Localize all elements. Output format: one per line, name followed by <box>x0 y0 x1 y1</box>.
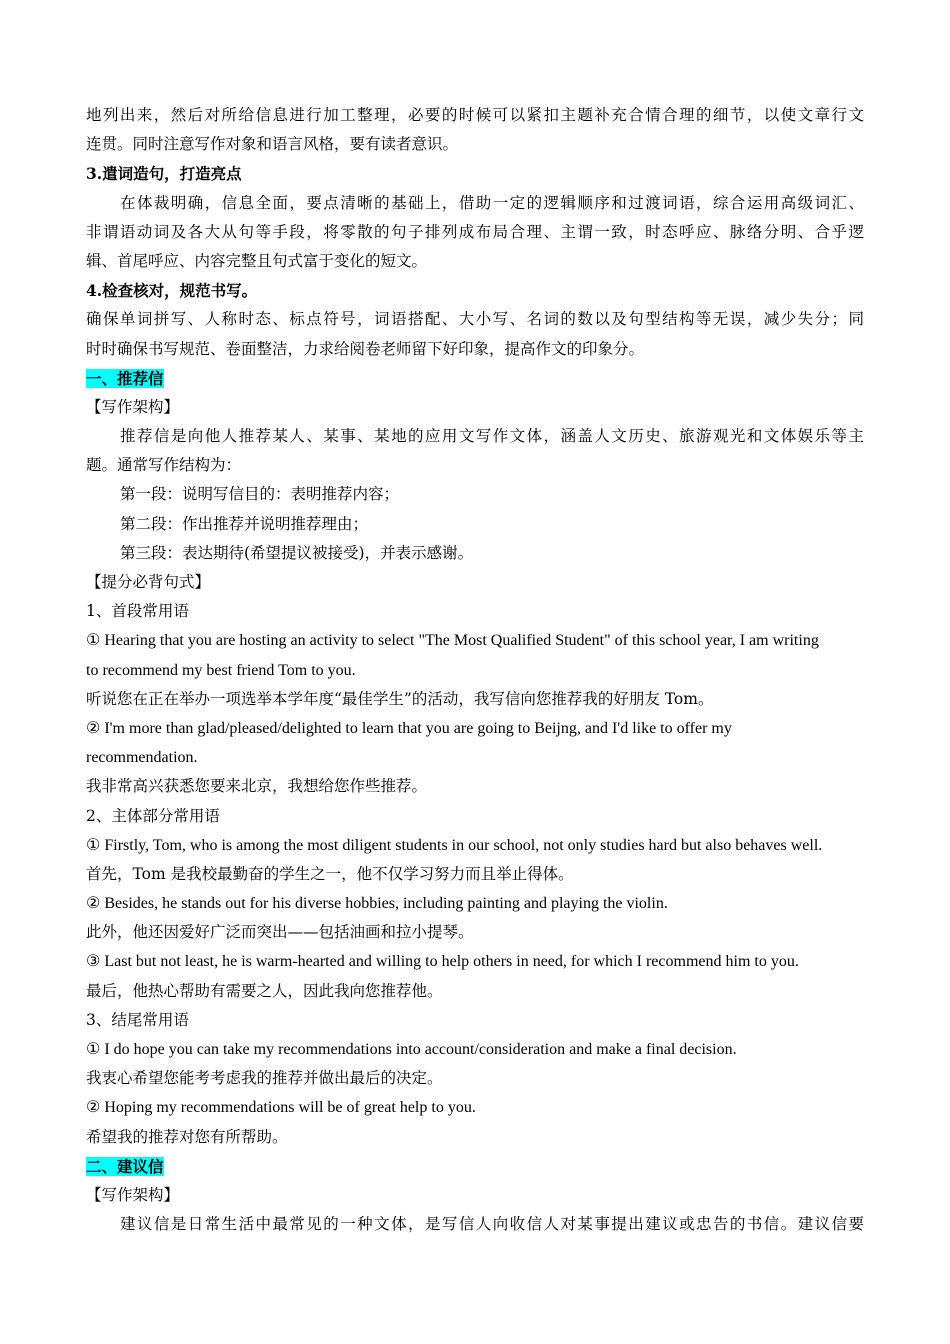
body-s2-en: ② Besides, he stands out for his diverse hobbies, including painting and playing the violin. <box>86 895 668 913</box>
section1-para-1: 第一段：说明写信目的：表明推荐内容； <box>120 485 400 504</box>
section1-title: 一、推荐信 <box>86 368 164 388</box>
step3-line-1: 在体裁明确，信息全面，要点清晰的基础上，借助一定的逻辑顺序和过渡词语，综合运用高级词汇、 <box>120 193 864 212</box>
section1-desc-line-1: 推荐信是向他人推荐某人、某事、某地的应用文写作文体，涵盖人文历史、旅游观光和文体娱乐等主 <box>120 427 864 446</box>
opening-s1-en-line-1: ① Hearing that you are hosting an activity to select "The Most Qualified Student" of this school year, I am writing <box>86 632 819 650</box>
section2-structure-label: 【写作架构】 <box>86 1185 180 1204</box>
step3-line-2: 非谓语动词及各大从句等手段，将零散的句子排列成布局合理、主谓一致，时态呼应、脉络分明、合乎逻 <box>86 222 864 241</box>
body-s3-cn: 最后，他热心帮助有需要之人，因此我向您推荐他。 <box>86 981 443 1000</box>
body-s3-en: ③ Last but not least, he is warm-hearted and willing to help others in need, for which I recommend him to you. <box>86 953 799 971</box>
opening-label: 1、首段常用语 <box>86 602 189 621</box>
step3-line-3: 辑、首尾呼应、内容完整且句式富于变化的短文。 <box>86 251 428 270</box>
body-s1-en: ① Firstly, Tom, who is among the most diligent students in our school, not only studies hard but also behaves well. <box>86 836 823 854</box>
closing-s1-cn: 我衷心希望您能考考虑我的推荐并做出最后的决定。 <box>86 1069 443 1088</box>
body-label: 2、主体部分常用语 <box>86 806 220 825</box>
opening-s2-cn: 我非常高兴获悉您要来北京，我想给您作些推荐。 <box>86 777 428 796</box>
step4-line-2: 时时确保书写规范、卷面整洁，力求给阅卷老师留下好印象，提高作文的印象分。 <box>86 339 645 358</box>
intro-line-2: 连贯。同时注意写作对象和语言风格，要有读者意识。 <box>86 135 459 154</box>
step4-heading: 4.检查核对，规范书写。 <box>86 281 258 301</box>
step4-line-1: 确保单词拼写、人称时态、标点符号，词语搭配、大小写、名词的数以及句型结构等无误，减少失分；同 <box>86 310 864 329</box>
closing-label: 3、结尾常用语 <box>86 1010 189 1029</box>
closing-s1-en: ① I do hope you can take my recommendations into account/consideration and make a final decision. <box>86 1041 737 1058</box>
section1-structure-label: 【写作架构】 <box>86 397 180 416</box>
closing-s2-cn: 希望我的推荐对您有所帮助。 <box>86 1127 288 1146</box>
opening-s1-cn: 听说您在正在举办一项选举本学年度“最佳学生”的活动，我写信向您推荐我的好朋友 Tom。 <box>86 689 714 708</box>
body-s1-cn: 首先，Tom 是我校最勤奋的学生之一，他不仅学习努力而且举止得体。 <box>86 864 574 883</box>
section2-desc-line-1: 建议信是日常生活中最常见的一种文体，是写信人向收信人对某事提出建议或忠告的书信。建议信要 <box>120 1215 864 1234</box>
opening-s2-en-line-2: recommendation. <box>86 749 198 767</box>
section1-para-3: 第三段：表达期待(希望提议被接受)，并表示感谢。 <box>120 543 474 562</box>
section2-title-row <box>86 1152 864 1181</box>
opening-s1-en-line-2: to recommend my best friend Tom to you. <box>86 661 356 679</box>
body-s2-cn: 此外，他还因爱好广泛而突出——包括油画和拉小提琴。 <box>86 923 474 942</box>
section1-desc-line-2: 题。通常写作结构为： <box>86 456 242 475</box>
section1-title-row <box>86 364 864 393</box>
section1-phrases-label: 【提分必背句式】 <box>86 573 211 591</box>
document-page <box>86 101 864 1239</box>
section1-para-2: 第二段：作出推荐并说明推荐理由； <box>120 514 369 533</box>
section2-title: 二、建议信 <box>86 1156 164 1176</box>
opening-s2-en-line-1: ② I'm more than glad/pleased/delighted to learn that you are going to Beijng, and I'd like to offer my <box>86 719 732 737</box>
closing-s2-en: ② Hoping my recommendations will be of great help to you. <box>86 1099 476 1117</box>
step3-heading: 3.遣词造句，打造亮点 <box>86 164 242 184</box>
intro-line-1: 地列出来，然后对所给信息进行加工整理，必要的时候可以紧扣主题补充合情合理的细节，以使文章行文 <box>86 106 864 124</box>
